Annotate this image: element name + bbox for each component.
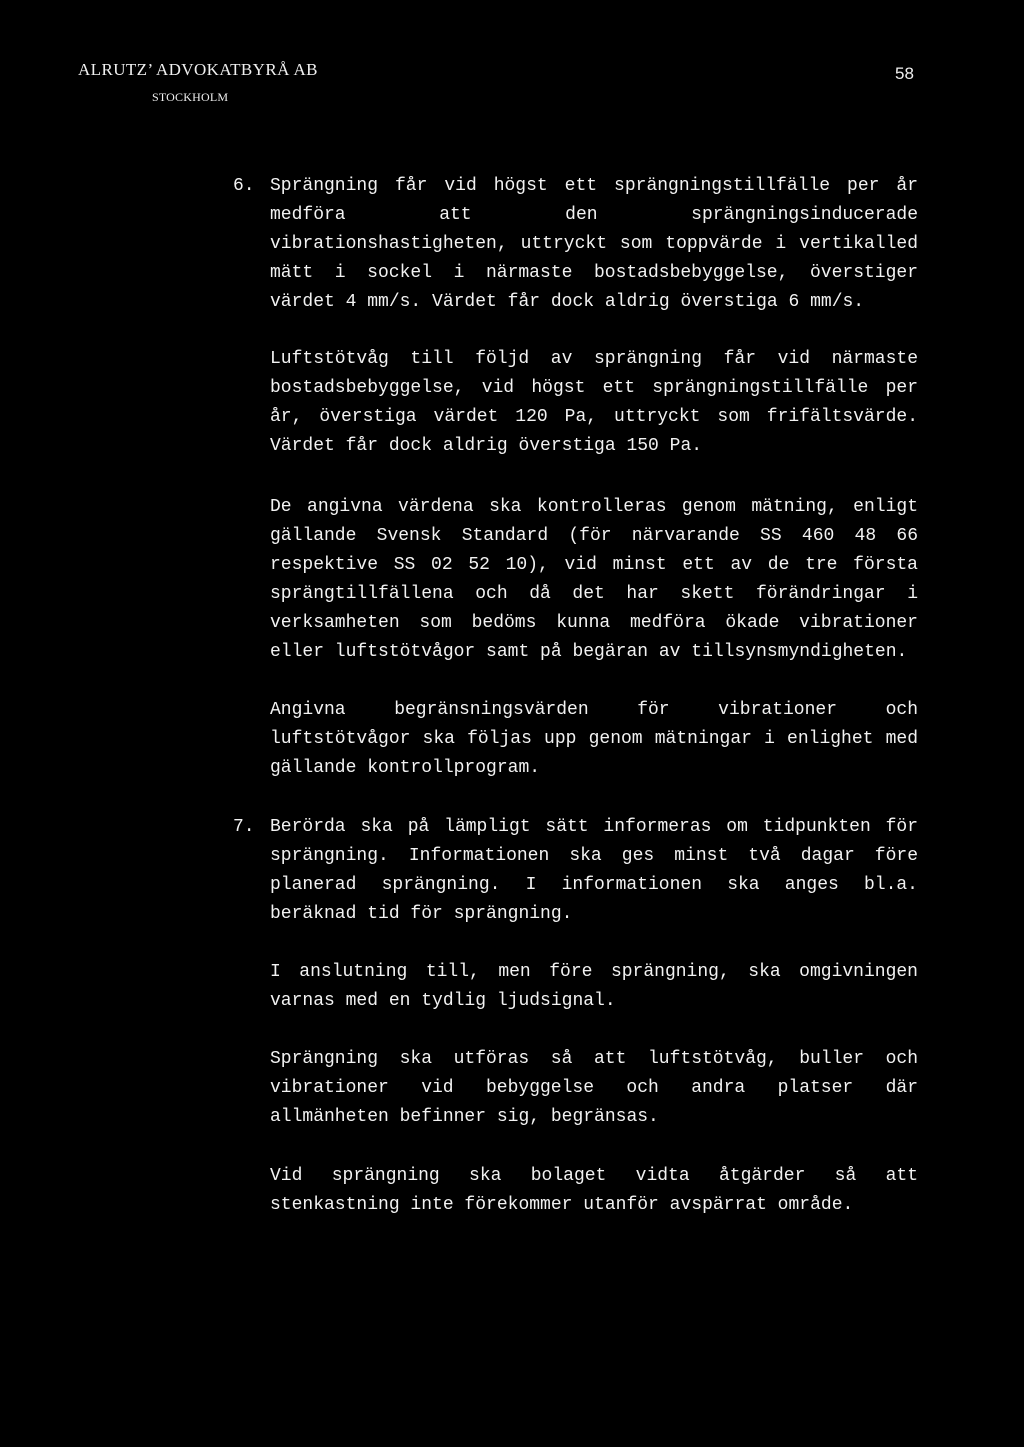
- page-number: 58: [895, 64, 914, 83]
- paragraph-vibration-limits: Sprängning får vid högst ett sprängningstillfälle per år medföra att den sprängningsinducerade vibrationshastigheten, uttryckt som toppvärde i vertikalled mätt i sockel i närmaste bostadsbebyggelse, överstiger värdet 4 mm/s. Värdet får dock aldrig överstiga 6 mm/s.: [270, 176, 918, 312]
- paragraph-air-blast-limits: Luftstötvåg till följd av sprängning får vid närmaste bostadsbebyggelse, vid högst ett sprängningstillfälle per år, överstiga värdet 120 Pa, uttryckt som frifältsvärde. Värdet får dock aldrig överstiga 150 Pa.: [270, 349, 918, 456]
- paragraph-information: Berörda ska på lämpligt sätt informeras om tidpunkten för sprängning. Informationen ska ges minst två dagar före planerad sprängning. I informationen ska anges bl.a. beräknad tid för sprängning.: [270, 817, 918, 924]
- section-number: 7.: [233, 817, 255, 837]
- paragraph-stone-throw: Vid sprängning ska bolaget vidta åtgärder så att stenkastning inte förekommer utanför avspärrat område.: [270, 1166, 918, 1215]
- section-number: 6.: [233, 176, 255, 196]
- paragraph-warning-signal: I anslutning till, men före sprängning, ska omgivningen varnas med en tydlig ljudsignal.: [270, 962, 918, 1011]
- paragraph-limitation: Sprängning ska utföras så att luftstötvåg, buller och vibrationer vid bebyggelse och andra platser där allmänheten befinner sig, begränsas.: [270, 1049, 918, 1127]
- firm-name: ALRUTZ’ ADVOKATBYRÅ AB: [78, 60, 318, 79]
- paragraph-measurement-control: De angivna värdena ska kontrolleras genom mätning, enligt gällande Svensk Standard (för närvarande SS 460 48 66 respektive SS 02 52 10), vid minst ett av de tre första sprängtillfällena och då det har skett förändringar i verksamheten som bedöms kunna medföra ökade vibrationer eller luftstötvågor samt på begäran av tillsynsmyndigheten.: [270, 497, 918, 662]
- firm-city: STOCKHOLM: [152, 90, 229, 104]
- paragraph-follow-up: Angivna begränsningsvärden för vibrationer och luftstötvågor ska följas upp genom mätningar i enlighet med gällande kontrollprogram.: [270, 700, 918, 778]
